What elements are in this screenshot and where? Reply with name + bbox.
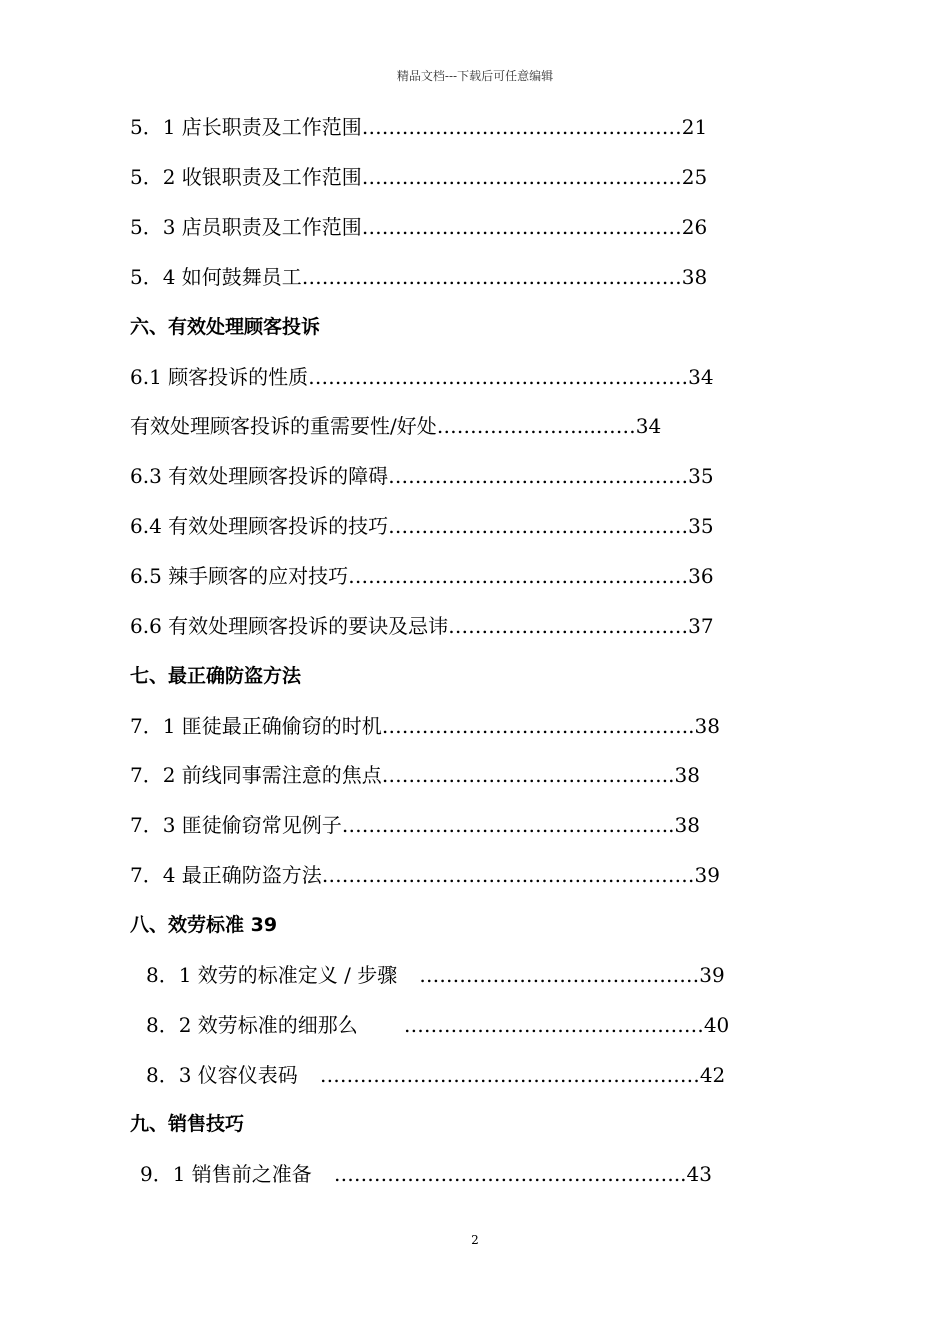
toc-entry-8-2-title: 8．2 效劳标准的细那么 xyxy=(146,1013,358,1037)
toc-entry-8-1 xyxy=(146,960,725,990)
toc-entry-6-1: 6.1 顾客投诉的性质…………………………………………………34 xyxy=(130,365,714,389)
toc-entry-8-1-leader: ……………………………………39 xyxy=(419,963,725,987)
toc-entry-7-2: 7．2 前线同事需注意的焦点……………………………………..38 xyxy=(130,763,700,787)
toc-entry-7-4: 7．4 最正确防盗方法…………………………..……………………39 xyxy=(130,863,720,887)
toc-entry-6-5: 6.5 辣手顾客的应对技巧……………………………………………36 xyxy=(130,564,714,588)
toc-section-heading-6: 六、有效处理顾客投诉 xyxy=(130,316,321,338)
toc-entry-8-1-title: 8．1 效劳的标准定义 / 步骤 xyxy=(146,963,398,987)
toc-entry-5-2: 5．2 收银职责及工作范围…………………………………………25 xyxy=(130,165,708,189)
toc-entry-8-3-leader: …………………………………………………42 xyxy=(319,1063,726,1087)
toc-section-heading-8: 八、效劳标准 39 xyxy=(130,914,278,936)
toc-entry-6-2: 有效处理顾客投诉的重需要性/好处…………………...……34 xyxy=(130,414,662,438)
toc-entry-5-1: 5．1 店长职责及工作范围…………………………………………21 xyxy=(130,115,708,139)
toc-entry-6-6: 6.6 有效处理顾客投诉的要诀及忌讳………………………………37 xyxy=(130,614,714,638)
page-header: 精品文档---下载后可任意编辑 xyxy=(396,69,554,83)
toc-entry-7-1: 7．1 匪徒最正确偷窃的时机………………………………………..38 xyxy=(130,714,720,738)
page-number: 2 xyxy=(471,1233,479,1247)
toc-entry-6-4: 6.4 有效处理顾客投诉的技巧………………………………………35 xyxy=(130,514,714,538)
toc-entry-8-3 xyxy=(146,1060,725,1090)
toc-entry-5-4: 5．4 如何鼓舞员工…………………………………………………38 xyxy=(130,265,708,289)
toc-entry-5-3: 5．3 店员职责及工作范围…………………………………………26 xyxy=(130,215,708,239)
toc-entry-9-1 xyxy=(140,1159,712,1189)
toc-entry-7-3: 7．3 匪徒偷窃常见例子…………………………………………..38 xyxy=(130,813,700,837)
toc-entry-9-1-title: 9．1 销售前之准备 xyxy=(140,1162,312,1186)
toc-section-heading-9: 九、销售技巧 xyxy=(130,1113,245,1135)
toc-entry-8-3-title: 8．3 仪容仪表码 xyxy=(146,1063,298,1087)
toc-entry-9-1-leader: ……………………………………………..43 xyxy=(333,1162,712,1186)
toc-section-heading-7: 七、最正确防盗方法 xyxy=(130,665,302,687)
toc-entry-8-2 xyxy=(146,1010,729,1040)
toc-entry-8-2-leader: ………………………………………40 xyxy=(403,1013,730,1037)
toc-entry-6-3: 6.3 有效处理顾客投诉的障碍………………………………………35 xyxy=(130,464,714,488)
